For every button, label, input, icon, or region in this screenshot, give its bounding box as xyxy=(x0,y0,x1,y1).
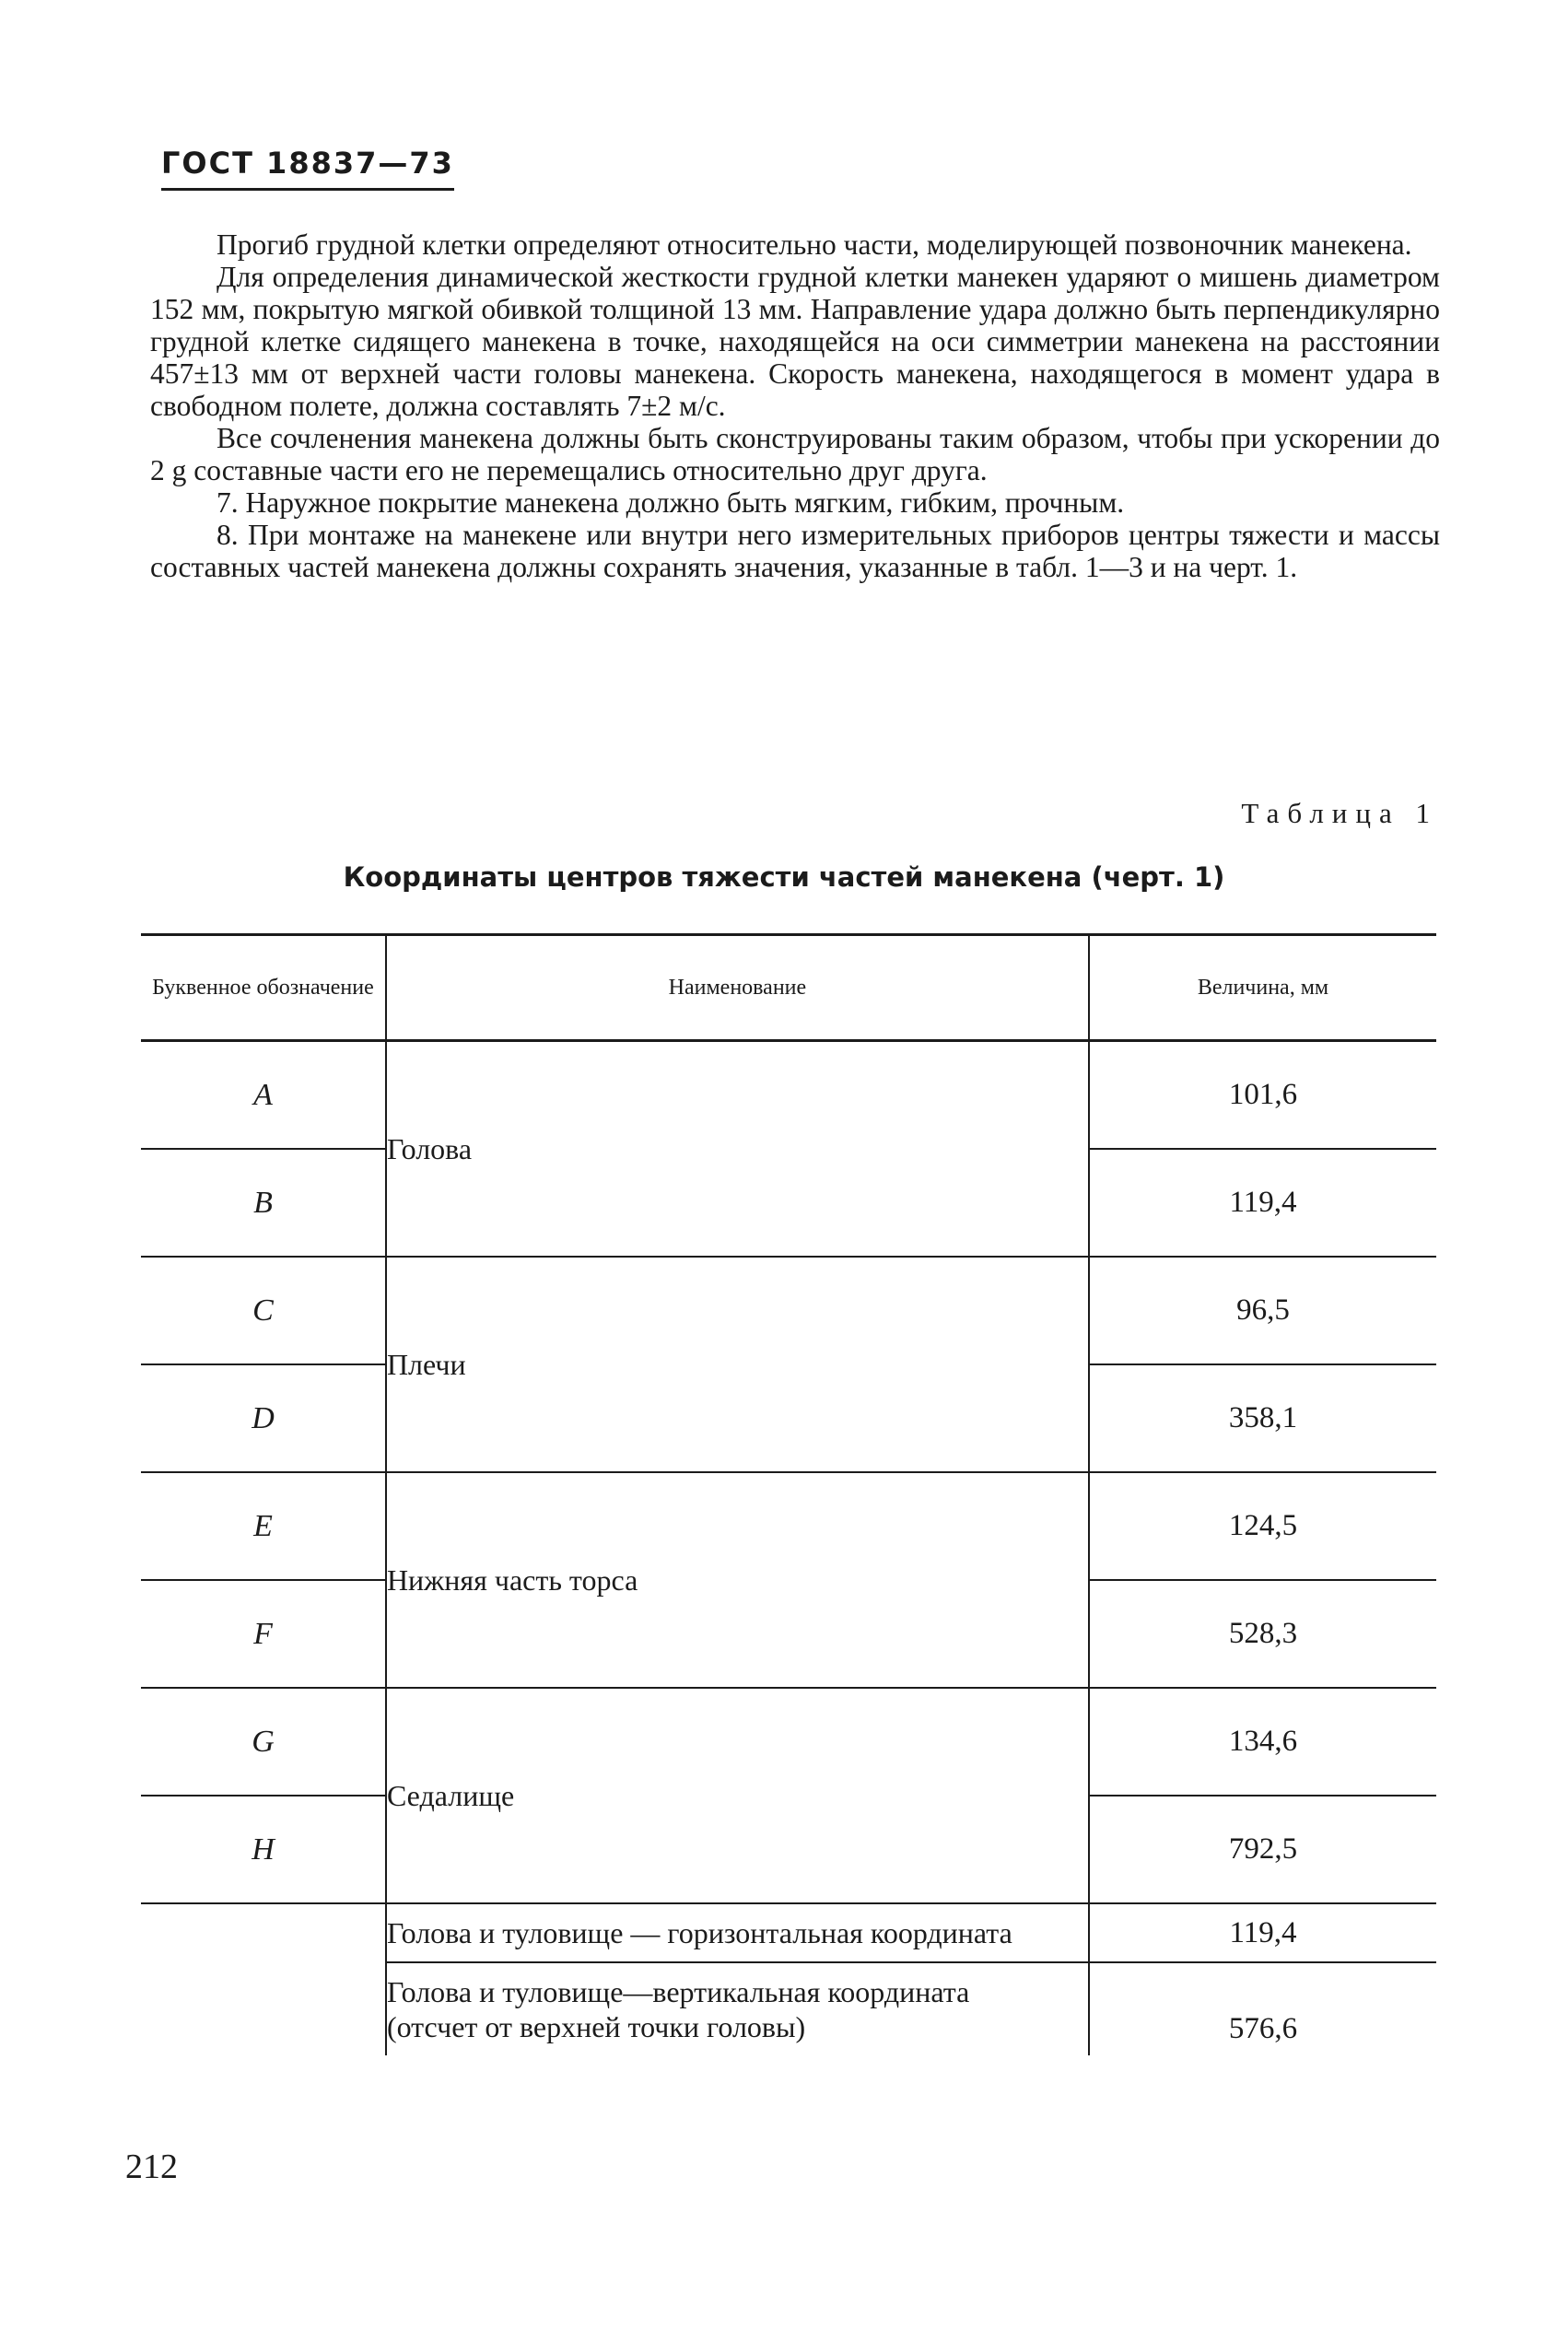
table-header-row xyxy=(141,935,1436,1041)
value-cell: 119,4 xyxy=(1089,1149,1436,1257)
letter-cell: F xyxy=(141,1580,386,1688)
value-cell: 124,5 xyxy=(1089,1472,1436,1580)
value-cell: 134,6 xyxy=(1089,1688,1436,1796)
value-cell: 576,6 xyxy=(1089,1962,1436,2055)
name-cell: Голова и туловище — горизонтальная координата xyxy=(386,1903,1089,1962)
column-header-name: Наименование xyxy=(386,935,1089,1041)
value-cell: 96,5 xyxy=(1089,1257,1436,1364)
table-row xyxy=(141,1041,1436,1150)
value-cell: 101,6 xyxy=(1089,1041,1436,1150)
letter-cell: B xyxy=(141,1149,386,1257)
document-header: ГОСТ 18837—73 xyxy=(161,146,454,191)
letter-cell: C xyxy=(141,1257,386,1364)
letter-cell: H xyxy=(141,1796,386,1903)
paragraph: Все сочленения манекена должны быть сконструированы таким образом, чтобы при ускорении до 2 g составные части его не перемещались относительно друг друга. xyxy=(150,422,1440,486)
value-cell: 792,5 xyxy=(1089,1796,1436,1903)
column-header-value: Величина, мм xyxy=(1089,935,1436,1041)
paragraph: 7. Наружное покрытие манекена должно быть мягким, гибким, прочным. xyxy=(216,486,1125,519)
name-cell: Голова и туловище—вертикальная координата (отсчет от верхней точки головы) xyxy=(386,1962,1089,2055)
table-row xyxy=(141,1903,1436,1962)
table-title: Координаты центров тяжести частей манекена (черт. 1) xyxy=(343,861,1225,893)
letter-cell: D xyxy=(141,1364,386,1472)
empty-letter-cell xyxy=(141,1903,386,2055)
paragraph: 8. При монтаже на манекене или внутри него измерительных приборов центры тяжести и массы составных частей манекена должны сохранять значения, указанные в табл. 1—3 и на черт. 1. xyxy=(150,519,1440,583)
letter-cell: G xyxy=(141,1688,386,1796)
name-cell: Нижняя часть торса xyxy=(386,1472,1089,1688)
name-cell: Голова xyxy=(386,1041,1089,1258)
table-row xyxy=(141,1257,1436,1364)
name-cell: Седалище xyxy=(386,1688,1089,1903)
table-row xyxy=(141,1688,1436,1796)
column-header-letter: Буквенное обозначение xyxy=(141,935,386,1041)
body-text xyxy=(150,228,1440,583)
value-cell: 358,1 xyxy=(1089,1364,1436,1472)
name-cell: Плечи xyxy=(386,1257,1089,1472)
coordinates-table xyxy=(141,933,1436,2055)
paragraph: Для определения динамической жесткости грудной клетки манекен ударяют о мишень диаметром 152 мм, покрытую мягкой обивкой толщиной 13 мм. Направление удара должно быть перпендикулярно грудной клетке сидящего манекена в точке, находящейся на оси симметрии манекена на расстоянии 457±13 мм от верхней части головы манекена. Скорость манекена, находящегося в момент удара в свободном полете, должна составлять 7±2 м/с. xyxy=(150,261,1440,422)
paragraph: Прогиб грудной клетки определяют относительно части, моделирующей позвоночник манекена. xyxy=(216,228,1412,261)
value-cell: 119,4 xyxy=(1089,1903,1436,1962)
letter-cell: E xyxy=(141,1472,386,1580)
page-number: 212 xyxy=(125,2148,178,2186)
table-label: Таблица 1 xyxy=(1241,797,1438,829)
letter-cell: A xyxy=(141,1041,386,1150)
value-cell: 528,3 xyxy=(1089,1580,1436,1688)
table-row xyxy=(141,1472,1436,1580)
